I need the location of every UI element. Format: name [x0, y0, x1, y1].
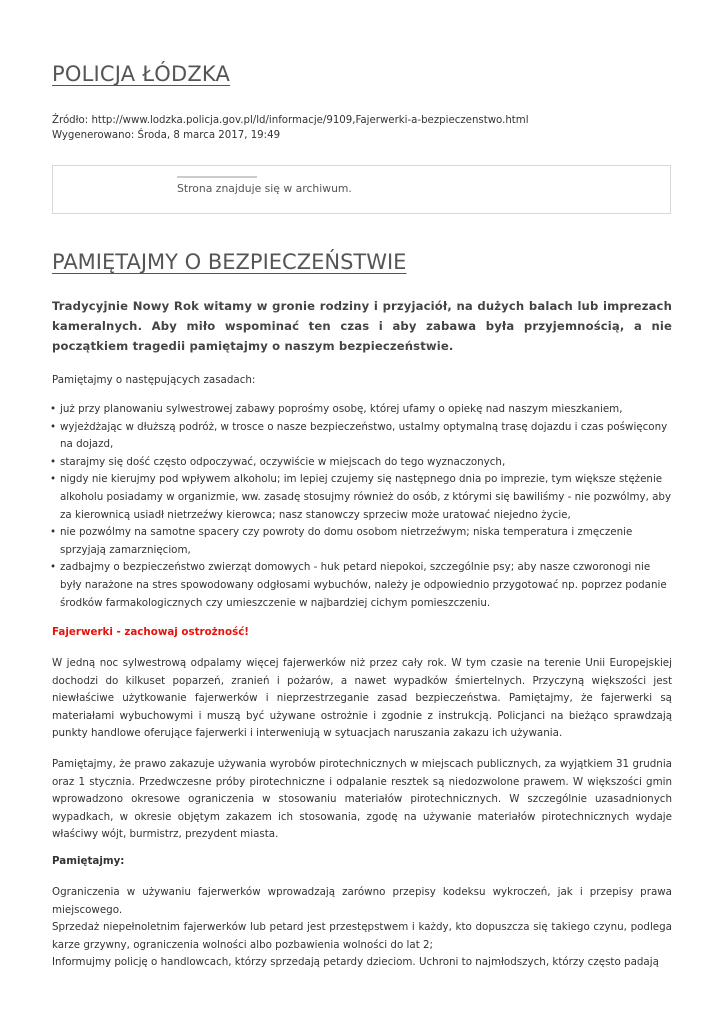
- archive-divider: [177, 176, 257, 178]
- list-item: • wyjeżdżając w dłuższą podróż, w trosce o nasze bezpieczeństwo, ustalmy optymalną trasę dojazdu i czas poświęcony na dojazd,: [50, 419, 672, 454]
- rules-list: [50, 401, 672, 612]
- paragraph-fireworks: W jedną noc sylwestrową odpalamy więcej fajerwerków niż przez cały rok. W tym czasie na terenie Unii Europejskiej dochodzi do kilkuset poparzeń, zranień i pożarów, a nawet wypadków śmiertelnych. Przyczyną większości jest niewłaściwe użytkowanie fajerwerków i nieprzestrzeganie zasad bezpieczeństwa. Pamiętajmy, że fajerwerki są materiałami wybuchowymi i muszą być używane ostrożnie i zgodnie z instrukcją. Policjanci na bieżąco sprawdzają punkty handlowe oferujące fajerwerki i interweniują w sytuacjach naruszania zakazu ich używania.: [52, 657, 672, 740]
- article-title[interactable]: PAMIĘTAJMY O BEZPIECZEŃSTWIE: [52, 250, 407, 274]
- archive-notice: [52, 165, 671, 214]
- document-meta: [52, 114, 529, 143]
- paragraph-remember: [52, 884, 672, 972]
- paragraph-law: Pamiętajmy, że prawo zakazuje używania wyrobów pirotechnicznych w miejscach publicznych, za wyjątkiem 31 grudnia oraz 1 stycznia. Przedwczesne próby pirotechniczne i odpalanie resztek są niedozwolone prawem. W większości gmin wprowadzono okresowe ograniczenia w stosowaniu materiałów pirotechnicznych. W szczególnie uzasadnionych wypadkach, w okresie objętym zakazem ich stosowania, zgodę na używanie materiałów pirotechnicznych wydaje właściwy wójt, burmistrz, prezydent miasta.: [52, 758, 672, 841]
- list-item: • nie pozwólmy na samotne spacery czy powroty do domu osobom nietrzeźwym; niska temperatura i zmęczenie sprzyjają zamarznięciom,: [50, 524, 672, 559]
- article-lead: Tradycyjnie Nowy Rok witamy w gronie rodziny i przyjaciół, na dużych balach lub imprezach kameralnych. Aby miło wspominać ten czas i aby zabawa była przyjemnością, a nie początkiem tragedii pamiętajmy o naszym bezpieczeństwie.: [52, 299, 672, 353]
- paragraph-line: Informujmy policję o handlowcach, którzy sprzedają petardy dzieciom. Uchroni to najmłodszych, którzy często padają: [52, 956, 659, 969]
- archive-notice-text: Strona znajduje się w archiwum.: [177, 182, 352, 195]
- paragraph-line: Sprzedaż niepełnoletnim fajerwerków lub petard jest przestępstwem i każdy, kto dopuszcza się takiego czynu, podlega karze grzywny, ograniczenia wolności albo pozbawienia wolności do lat 2;: [52, 921, 672, 951]
- paragraph-line: Ograniczenia w używaniu fajerwerków wprowadzają zarówno przepisy kodeksu wykroczeń, jak i przepisy prawa miejscowego.: [52, 886, 672, 916]
- remember-heading: Pamiętajmy:: [52, 855, 125, 867]
- generated-date: Wygenerowano: Środa, 8 marca 2017, 19:49: [52, 129, 281, 141]
- list-item: • zadbajmy o bezpieczeństwo zwierząt domowych - huk petard niepokoi, szczególnie psy; aby nasze czworonogi nie były narażone na stres spowodowany odgłosami wybuchów, należy je odpowiednio przygotować np. poprzez podanie środków farmakologicznych czy umieszczenie w najbardziej cichym pomieszczeniu.: [50, 559, 672, 612]
- fireworks-warning-heading: Fajerwerki - zachowaj ostrożność!: [52, 626, 249, 638]
- source-url: Źródło: http://www.lodzka.policja.gov.pl/ld/informacje/9109,Fajerwerki-a-bezpieczenstwo.html: [52, 115, 529, 126]
- list-item: • starajmy się dość często odpoczywać, oczywiście w miejscach do tego wyznaczonych,: [50, 454, 672, 472]
- list-item: • nigdy nie kierujmy pod wpływem alkoholu; im lepiej czujemy się następnego dnia po imprezie, tym większe stężenie alkoholu posiadamy w organizmie, ww. zasadę stosujmy również do osób, z którymi się bawiliśmy - nie pozwólmy, aby za kierownicą usiadł nietrzeźwy kierowca; nasz stanowczy sprzeciw może uratować niejedno życie,: [50, 471, 672, 524]
- rules-intro: Pamiętajmy o następujących zasadach:: [52, 374, 256, 386]
- site-title[interactable]: POLICJA ŁÓDZKA: [52, 62, 231, 86]
- list-item: • już przy planowaniu sylwestrowej zabawy poprośmy osobę, której ufamy o opiekę nad naszym mieszkaniem,: [50, 401, 672, 419]
